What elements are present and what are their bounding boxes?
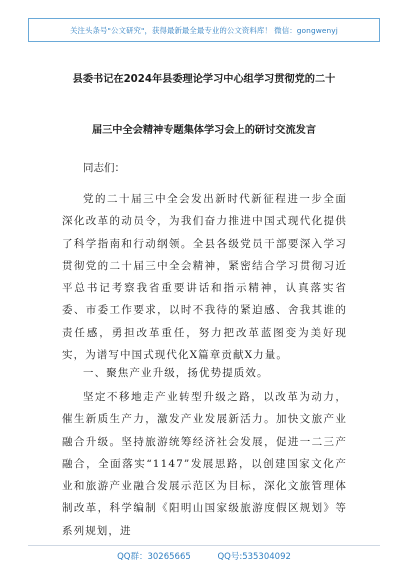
document-title-line-2: 届三中全会精神专题集体学习会上的研讨交流发言 [91, 125, 317, 136]
body-paragraph-2: 坚定不移地走产业转型升级之路，以改革为动力，催生新质生产力，激发产业发展新活力。加快文旅产业融合升级。坚持旅游统筹经济社会发展，促进一二三产融合，全面落实“1147”发展思路，以创建国家文化产业和旅游产业融合发展示范区为目标，深化文旅管理体制改革，科学编制《阳明山国家级旅游度假区规划》等系列规划，进 [62, 391, 347, 537]
section-heading-1: 一、聚焦产业升级，扬优势提质效。 [83, 367, 269, 379]
body-paragraph-1: 党的二十届三中全会发出新时代新征程进一步全面深化改革的动员令，为我们奋力推进中国式现代化提供了科学指南和行动纲领。全县各级党员干部要深入学习贯彻党的二十届三中全会精神，紧密结合学习贯彻习近平总书记考察我省重要讲话和指示精神，认真落实省委、市委工作要求，以时不我待的紧迫感、舍我其谁的责任感，勇担改革重任，努力把改革蓝图变为美好现实，为谱写中国式现代化X篇章贡献X力量。 [62, 193, 347, 362]
footer-contact [0, 550, 408, 562]
promo-banner: 关注头条号"公文研究"，获得最新最全最专业的公文资料库！ 微信：gongwenyj [28, 18, 380, 42]
document-title-line-1: 县委书记在2024年县委理论学习中心组学习贯彻党的二十 [72, 74, 336, 85]
footer-qq-number: QQ号:535304092 [217, 552, 291, 562]
salutation: 同志们： [83, 162, 125, 174]
footer-qq-group: QQ群：30265665 [117, 552, 191, 562]
footer-divider [28, 545, 380, 546]
